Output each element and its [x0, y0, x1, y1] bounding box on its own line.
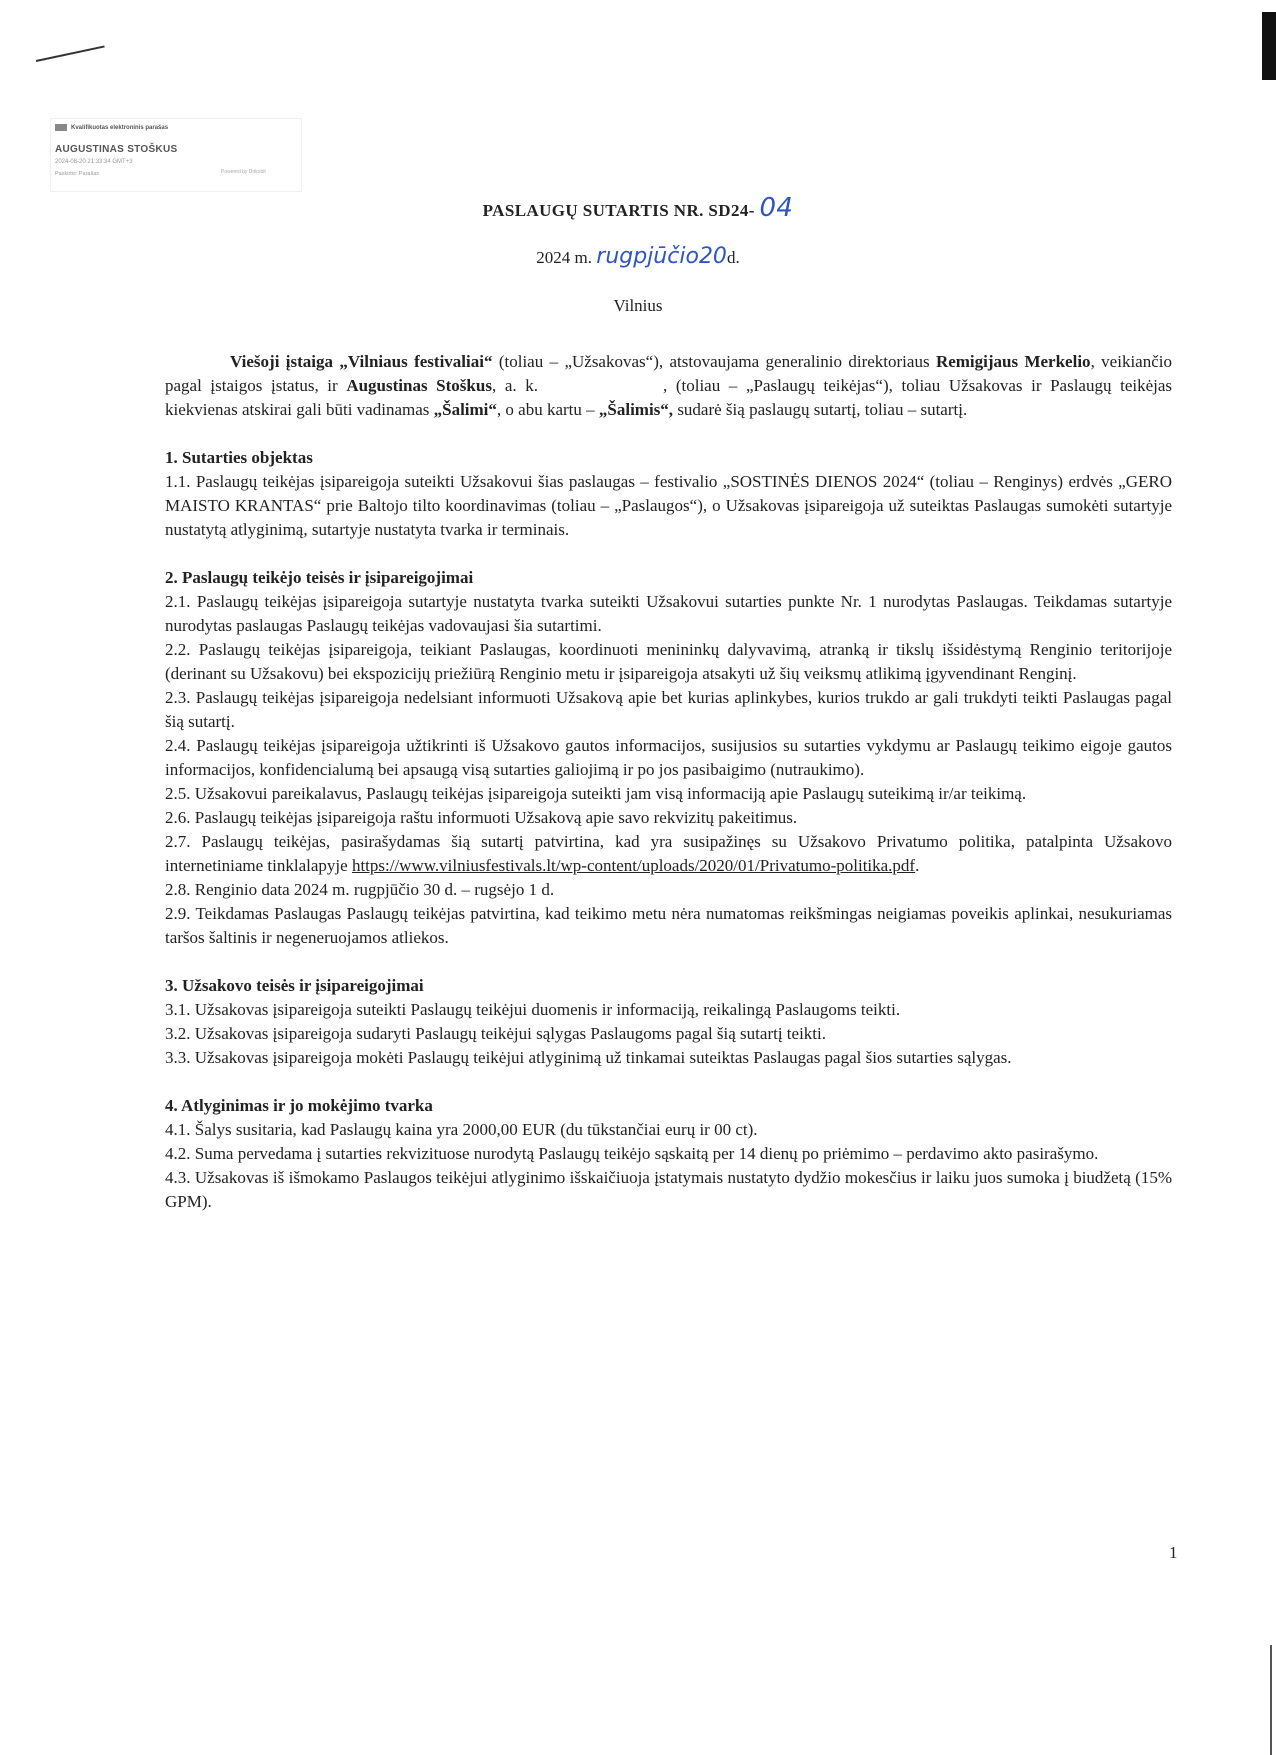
clause: 4.3. Užsakovas iš išmokamo Paslaugos teikėjui atlyginimo išskaičiuoja įstatymais nustatyto dydžio mokesčius ir laiku juos sumoka į biudžetą (15% GPM).	[165, 1168, 1172, 1211]
clause: 2.4. Paslaugų teikėjas įsipareigoja užtikrinti iš Užsakovo gautos informacijos, susijusios su sutarties vykdymu ar Paslaugų teikimo eigoje gautos informacijos, konfidencialumą bei apsaugą visą sutarties galiojimą ir po jos pasibaigimo (nutraukimo).	[165, 736, 1172, 779]
clause: 1.1. Paslaugų teikėjas įsipareigoja suteikti Užsakovui šias paslaugas – festivalio „SOSTINĖS DIENOS 2024“ (toliau – Renginys) erdvės „GERO MAISTO KRANTAS“ prie Baltojo tilto koordinavimas (toliau – „Paslaugos“), o Užsakovas įsipareigoja už suteiktas Paslaugas sumokėti sutartyje nustatytą atlyginimą, sutartyje nustatyta tvarka ir terminais.	[165, 472, 1172, 539]
clause-end: .	[915, 856, 920, 875]
clause: 2.8. Renginio data 2024 m. rugpjūčio 30 d. – rugsėjo 1 d.	[165, 880, 555, 899]
section-2	[165, 566, 1172, 950]
section-4	[165, 1094, 1172, 1214]
section-title: 2. Paslaugų teikėjo teisės ir įsipareigojimai	[165, 568, 474, 587]
intro-provider: Augustinas Stoškus	[346, 376, 492, 395]
section-1	[165, 446, 1172, 542]
contract-date	[0, 244, 1276, 269]
privacy-policy-link[interactable]: https://www.vilniusfestivals.lt/wp-content/uploads/2020/01/Privatumo-politika.pdf	[351, 856, 916, 875]
intro-text: sudarė šią paslaugų sutartį, toliau – sutartį.	[673, 400, 968, 419]
contract-title	[0, 193, 1276, 223]
e-signature-timestamp: 2024-08-20 21:33:34 GMT+3	[55, 159, 133, 165]
scan-edge-line	[1270, 1645, 1272, 1755]
clause: 3.2. Užsakovas įsipareigoja sudaryti Paslaugų teikėjui sąlygas Paslaugoms pagal šią sutartį teikti.	[165, 1024, 826, 1043]
signature-logo-icon	[55, 124, 67, 131]
intro-text: (toliau – „Užsakovas“), atstovaujama generalinio direktoriaus	[492, 352, 936, 371]
date-prefix: 2024 m.	[536, 248, 597, 267]
intro-paragraph	[165, 350, 1172, 422]
contract-title-prefix: PASLAUGŲ SUTARTIS NR. SD24-	[482, 201, 760, 220]
intro-text: , a. k.	[491, 376, 538, 395]
e-signature-header-text: Kvalifikuotas elektroninis parašas	[71, 124, 169, 131]
intro-director: Remigijaus Merkelio	[935, 352, 1091, 371]
clause: 2.1. Paslaugų teikėjas įsipareigoja sutartyje nustatyta tvarka suteikti Užsakovui sutarties punkte Nr. 1 nurodytas Paslaugas. Teikdamas sutartyje nurodytas paslaugas Paslaugų teikėjas vadovaujasi šia sutartimi.	[165, 592, 1172, 635]
clause: 2.9. Teikdamas Paslaugas Paslaugų teikėjas patvirtina, kad teikimo metu nėra numatomas reikšmingas neigiamas poveikis aplinkai, nesukuriamas taršos šaltinis ir negeneruojamos atliekos.	[165, 904, 1172, 947]
clause-text: 2.7. Paslaugų teikėjas, pasirašydamas šią sutartį patvirtina, kad yra susipažinęs su Užsakovo Privatumo politika, patalpinta Užsakovo internetiniame tinklalapyje	[165, 832, 1172, 875]
e-signature-powered: Powered by Dokobit	[221, 169, 266, 175]
e-signature-stamp	[50, 118, 302, 192]
intro-salimi: „Šalimi“	[433, 400, 497, 419]
section-title: 4. Atlyginimas ir jo mokėjimo tvarka	[165, 1096, 433, 1115]
e-signature-purpose: Paskirtis: Parašas	[55, 171, 100, 177]
contract-body	[165, 350, 1172, 1214]
clause: 2.6. Paslaugų teikėjas įsipareigoja raštu informuoti Užsakovą apie savo rekvizitų pakeitimus.	[165, 808, 798, 827]
date-month-handwritten: rugpjūčio	[596, 244, 699, 269]
clause: 2.5. Užsakovui pareikalavus, Paslaugų teikėjas įsipareigoja suteikti jam visą informaciją apie Paslaugų suteikimą ir/ar teikimą.	[165, 784, 1027, 803]
contract-place: Vilnius	[613, 296, 663, 315]
clause: 4.1. Šalys susitaria, kad Paslaugų kaina yra 2000,00 EUR (du tūkstančiai eurų ir 00 ct).	[165, 1120, 758, 1139]
scan-mark-line	[36, 45, 105, 62]
clause-privacy	[165, 830, 1172, 878]
date-day-handwritten: 20	[698, 244, 727, 269]
section-title: 3. Užsakovo teisės ir įsipareigojimai	[165, 976, 424, 995]
intro-text: , veikiančio pagal įstaigos įstatus, ir	[165, 352, 1172, 395]
intro-salimis: „Šalimis“,	[598, 400, 674, 419]
clause: 3.1. Užsakovas įsipareigoja suteikti Paslaugų teikėjui duomenis ir informaciją, reikalingą Paslaugoms teikti.	[165, 1000, 901, 1019]
clause: 3.3. Užsakovas įsipareigoja mokėti Paslaugų teikėjui atlyginimą už tinkamai suteiktas Paslaugas pagal šios sutarties sąlygas.	[165, 1048, 1012, 1067]
intro-org: Viešoji įstaiga „Vilniaus festivaliai“	[230, 352, 493, 371]
e-signature-signer: AUGUSTINAS STOŠKUS	[55, 144, 178, 155]
page-number: 1	[1169, 1543, 1178, 1562]
scan-edge-bar	[1262, 12, 1276, 80]
clause: 4.2. Suma pervedama į sutarties rekvizituose nurodytą Paslaugų teikėjo sąskaitą per 14 dienų po priėmimo – perdavimo akto pasirašymo.	[165, 1144, 1099, 1163]
section-3	[165, 974, 1172, 1070]
intro-text: , (toliau – „Paslaugų teikėjas“), toliau Užsakovas ir Paslaugų teikėjas kiekvienas atskirai gali būti vadinamas	[165, 376, 1173, 419]
e-signature-header	[55, 124, 168, 131]
clause: 2.2. Paslaugų teikėjas įsipareigoja, teikiant Paslaugas, koordinuoti menininkų dalyvavimą, atranką ir tikslų išsidėstymą Renginio teritorijoje (derinant su Užsakovu) bei ekspozicijų priežiūrą Renginio metu ir įsipareigoja atsakyti už šių veiksmų atlikimą įgyvendinant Renginį.	[165, 640, 1172, 683]
section-title: 1. Sutarties objektas	[165, 448, 313, 467]
clause: 2.3. Paslaugų teikėjas įsipareigoja nedelsiant informuoti Užsakovą apie bet kurias aplinkybes, kurios trukdo ar gali trukdyti teikti Paslaugas pagal šią sutartį.	[165, 688, 1172, 731]
intro-text: , o abu kartu –	[496, 400, 599, 419]
contract-number-handwritten: 04	[759, 193, 794, 223]
date-suffix: d.	[726, 248, 740, 267]
